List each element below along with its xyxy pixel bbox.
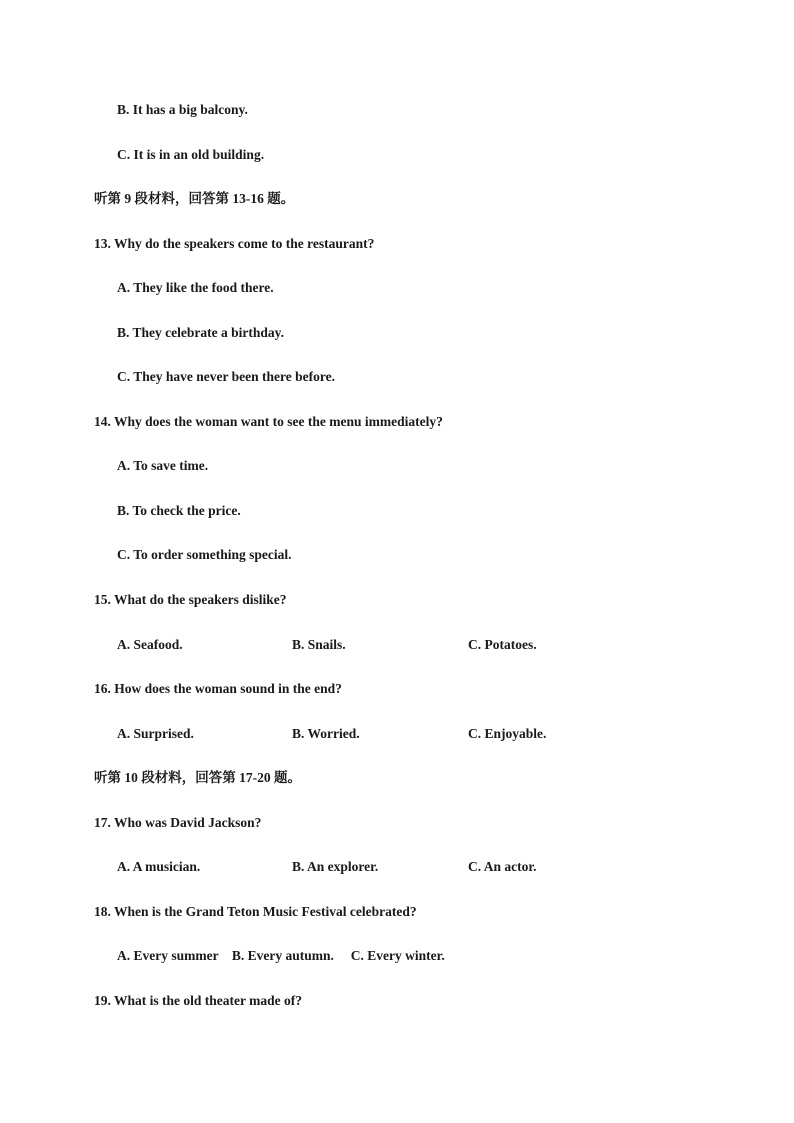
question-18: 18. When is the Grand Teton Music Festival celebrated? [94,904,417,919]
section-heading-9: 听第 9 段材料，回答第 13-16 题。 [94,191,295,206]
option-14b: B. To check the price. [117,503,241,518]
option-13a: A. They like the food there. [117,280,274,295]
option-13b: B. They celebrate a birthday. [117,325,284,340]
option-15b: B. Snails. [292,637,346,652]
options-18: A. Every summer B. Every autumn. C. Every winter. [117,948,445,963]
question-15: 15. What do the speakers dislike? [94,592,287,607]
question-13: 13. Why do the speakers come to the restaurant? [94,236,375,251]
section-heading-10: 听第 10 段材料，回答第 17-20 题。 [94,770,301,785]
option-17b: B. An explorer. [292,859,379,874]
option-12c: C. It is in an old building. [117,147,265,162]
option-17c: C. An actor. [468,859,537,874]
option-17a: A. A musician. [117,859,201,874]
question-16: 16. How does the woman sound in the end? [94,681,342,696]
option-14c: C. To order something special. [117,547,292,562]
option-16b: B. Worried. [292,726,360,741]
option-13c: C. They have never been there before. [117,369,335,384]
option-16c: C. Enjoyable. [468,726,547,741]
question-14: 14. Why does the woman want to see the menu immediately? [94,414,443,429]
option-12b: B. It has a big balcony. [117,102,248,117]
option-15a: A. Seafood. [117,637,183,652]
question-19: 19. What is the old theater made of? [94,993,302,1008]
option-14a: A. To save time. [117,458,209,473]
question-17: 17. Who was David Jackson? [94,815,262,830]
option-16a: A. Surprised. [117,726,194,741]
option-15c: C. Potatoes. [468,637,537,652]
